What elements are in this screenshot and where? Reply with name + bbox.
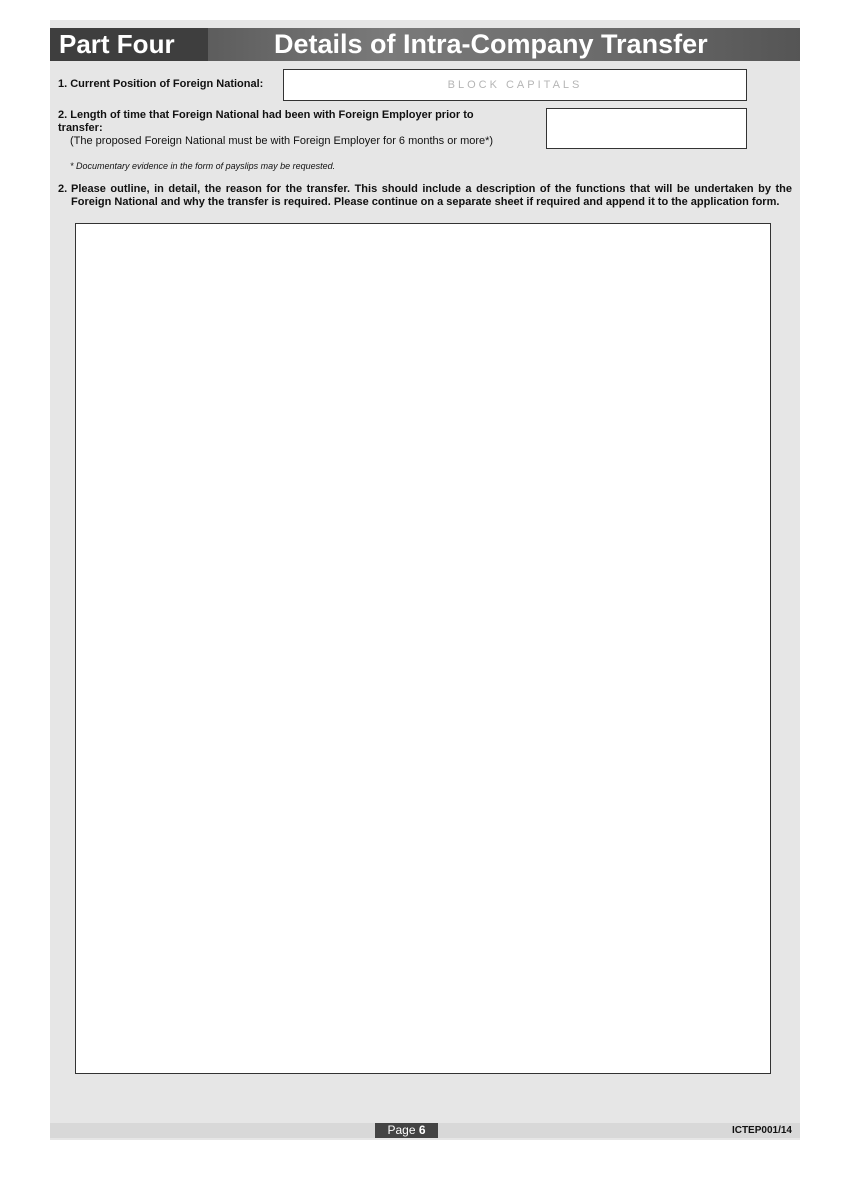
footer-bar <box>50 1123 800 1138</box>
q2-note: (The proposed Foreign National must be with Foreign Employer for 6 months or more*) <box>70 135 494 147</box>
form-page <box>50 20 800 1140</box>
section-header <box>50 28 800 61</box>
form-code: ICTEP001/14 <box>731 1125 792 1136</box>
page-indicator <box>375 1123 438 1138</box>
section-title: Details of Intra-Company Transfer <box>274 29 708 59</box>
part-label: Part Four <box>50 28 208 61</box>
page-number: 6 <box>418 1123 426 1137</box>
block-capitals-placeholder: BLOCK CAPITALS <box>447 79 583 91</box>
page-word: Page <box>387 1123 416 1137</box>
q2-label-line2: transfer: <box>58 122 103 134</box>
q2-label-line1: 2. Length of time that Foreign National had been with Foreign Employer prior to <box>58 109 474 121</box>
q3-text: Please outline, in detail, the reason for the transfer. This should include a description of the functions that will be undertaken by the Foreign National and why the transfer is required. Please continue on a separate sheet if required and append it to the application form. <box>71 183 792 208</box>
q3-instructions <box>58 183 792 208</box>
length-of-time-field[interactable] <box>546 108 747 149</box>
transfer-reason-textarea[interactable] <box>75 223 771 1074</box>
q1-label: 1. Current Position of Foreign National: <box>58 78 264 90</box>
q3-number: 2. <box>58 183 68 195</box>
current-position-field[interactable] <box>283 69 747 101</box>
payslips-footnote: * Documentary evidence in the form of payslips may be requested. <box>70 161 336 171</box>
